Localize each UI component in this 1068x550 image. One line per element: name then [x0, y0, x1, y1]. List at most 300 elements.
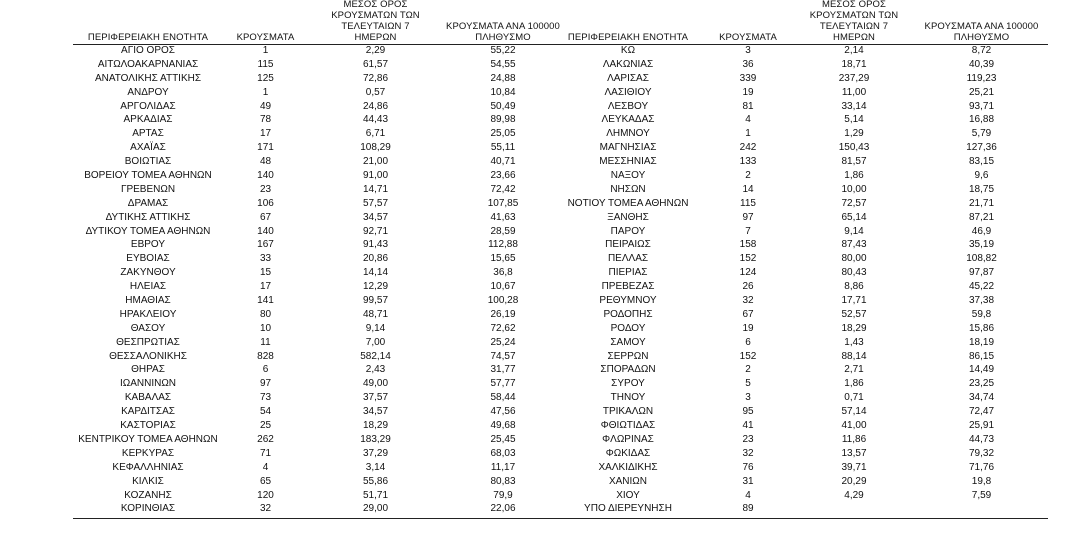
avg7-cell: 9,14: [844, 225, 864, 237]
avg7-cell: 13,57: [841, 447, 867, 459]
per100k-cell: 55,22: [490, 45, 516, 56]
cases-cell: 828: [257, 350, 274, 362]
region-cell: ΑΡΚΑΔΙΑΣ: [123, 114, 173, 126]
region-cell: ΜΑΓΝΗΣΙΑΣ: [599, 142, 657, 154]
table-row: [73, 363, 563, 377]
cases-cell: 158: [739, 239, 757, 251]
region-cell: ΘΑΣΟΥ: [130, 322, 166, 334]
region-cell: ΘΕΣΠΡΩΤΙΑΣ: [116, 336, 180, 348]
cases-cell: 73: [259, 392, 272, 404]
table-row: [553, 44, 1048, 58]
avg7-cell: 1,29: [844, 128, 864, 140]
cases-cell: 140: [257, 225, 274, 237]
region-cell: ΔΡΑΜΑΣ: [127, 197, 169, 209]
avg7-cell: 5,14: [844, 114, 864, 126]
cases-cell: 48: [259, 156, 272, 168]
region-cell: ΛΑΚΩΝΙΑΣ: [602, 58, 654, 70]
per100k-cell: 10,84: [490, 86, 516, 98]
per100k-cell: 15,86: [968, 322, 995, 334]
avg7-cell: 91,43: [362, 239, 389, 251]
cases-cell: 171: [257, 142, 274, 154]
table-row: [553, 308, 1048, 322]
cases-cell: 25: [259, 420, 272, 432]
cases-cell: 23: [259, 183, 272, 195]
per100k-cell: 54,55: [490, 58, 516, 70]
region-cell: ΚΕΡΚΥΡΑΣ: [121, 447, 175, 459]
header-region: ΠΕΡΙΦΕΡΕΙΑΚΗ ΕΝΟΤΗΤΑ: [87, 32, 209, 43]
table-row: [553, 405, 1048, 419]
per100k-cell: 58,44: [490, 392, 516, 404]
per100k-cell: [919, 502, 1044, 516]
cases-cell: 262: [257, 433, 274, 445]
table-row: [73, 183, 563, 197]
table-row: [553, 377, 1048, 391]
table-row: [73, 377, 563, 391]
region-cell: ΚΕΝΤΡΙΚΟΥ ΤΟΜΕΑ ΑΘΗΝΩΝ: [78, 433, 218, 445]
per100k-cell: 37,38: [968, 295, 995, 307]
cases-cell: 10: [259, 322, 272, 334]
avg7-cell: [798, 502, 910, 516]
per100k-cell: 9,6: [974, 170, 989, 182]
avg7-cell: 1,86: [844, 170, 864, 182]
table-row: [553, 294, 1048, 308]
avg7-cell: 14,71: [362, 183, 389, 195]
table-row: [73, 475, 563, 489]
avg7-cell: 14,14: [362, 267, 389, 279]
region-cell: ΣΥΡΟΥ: [611, 378, 645, 390]
table-row: [553, 155, 1048, 169]
per100k-cell: 47,56: [490, 406, 516, 418]
table-row: [73, 72, 563, 86]
region-cell: ΓΡΕΒΕΝΩΝ: [120, 183, 176, 195]
per100k-cell: 16,88: [968, 114, 995, 126]
per100k-cell: 8,72: [971, 45, 992, 56]
table-row: [553, 225, 1048, 239]
table-row: [553, 461, 1048, 475]
avg7-cell: 150,43: [838, 142, 870, 154]
region-cell: ΠΡΕΒΕΖΑΣ: [601, 281, 655, 293]
region-cell: ΒΟΡΕΙΟΥ ΤΟΜΕΑ ΑΘΗΝΩΝ: [84, 170, 212, 182]
per100k-cell: 7,59: [971, 489, 992, 501]
table-row: [73, 461, 563, 475]
region-cell: ΔΥΤΙΚΟΥ ΤΟΜΕΑ ΑΘΗΝΩΝ: [85, 225, 211, 237]
per100k-cell: 72,42: [490, 183, 516, 195]
region-cell: ΚΑΒΑΛΑΣ: [124, 392, 172, 404]
table-row: [73, 100, 563, 114]
table-row: [553, 447, 1048, 461]
region-cell: ΡΟΔΟΥ: [610, 322, 646, 334]
per100k-cell: 79,32: [968, 447, 995, 459]
per100k-cell: 55,11: [490, 142, 516, 154]
table-row: [73, 155, 563, 169]
avg7-cell: 2,43: [365, 364, 386, 376]
per100k-cell: 87,21: [968, 211, 995, 223]
region-cell: ΠΑΡΟΥ: [610, 225, 646, 237]
table-row: [73, 433, 563, 447]
per100k-cell: 68,03: [490, 447, 516, 459]
region-cell: ΧΑΝΙΩΝ: [608, 475, 648, 487]
per100k-cell: 46,9: [971, 225, 992, 237]
per100k-cell: 86,15: [968, 350, 995, 362]
region-cell: ΗΡΑΚΛΕΙΟΥ: [119, 308, 177, 320]
cases-cell: 4: [745, 489, 751, 501]
region-cell: ΑΓΙΟ ΟΡΟΣ: [121, 45, 175, 56]
region-cell: ΛΕΥΚΑΔΑΣ: [601, 114, 655, 126]
cases-cell: 115: [740, 197, 756, 209]
avg7-cell: 18,29: [841, 322, 867, 334]
table-row: [553, 280, 1048, 294]
per100k-cell: 22,06: [490, 503, 516, 515]
table-row: [73, 322, 563, 336]
per100k-cell: 19,8: [971, 475, 992, 487]
region-cell: ΡΟΔΟΠΗΣ: [603, 308, 653, 320]
header-cases: ΚΡΟΥΣΜΑΤΑ: [719, 32, 777, 43]
per100k-cell: 40,71: [490, 156, 516, 168]
region-cell: ΗΜΑΘΙΑΣ: [125, 295, 171, 307]
region-cell: ΠΙΕΡΙΑΣ: [608, 267, 648, 279]
region-cell: ΑΝΔΡΟΥ: [127, 86, 169, 98]
per100k-cell: 14,49: [968, 364, 995, 376]
cases-cell: 41: [742, 420, 754, 432]
table-row: [73, 141, 563, 155]
region-cell: ΚΙΛΚΙΣ: [132, 475, 164, 487]
per100k-cell: 112,88: [488, 239, 518, 251]
region-cell: ΑΧΑΪΑΣ: [130, 142, 166, 154]
region-cell: ΜΕΣΣΗΝΙΑΣ: [599, 156, 657, 168]
avg7-cell: 92,71: [362, 225, 389, 237]
avg7-cell: 81,57: [841, 156, 867, 168]
region-cell: ΣΕΡΡΩΝ: [607, 350, 649, 362]
region-cell: ΦΩΚΙΔΑΣ: [605, 447, 651, 459]
table-row: [73, 266, 563, 280]
per100k-cell: 21,71: [968, 197, 995, 209]
cases-cell: 11: [260, 336, 271, 348]
avg7-cell: 1,43: [844, 336, 864, 348]
region-cell: ΔΥΤΙΚΗΣ ΑΤΤΙΚΗΣ: [105, 211, 191, 223]
per100k-cell: 25,45: [490, 433, 516, 445]
region-cell: ΚΟΖΑΝΗΣ: [124, 489, 172, 501]
table-row: [553, 113, 1048, 127]
cases-cell: 5: [745, 378, 751, 390]
avg7-cell: 20,86: [362, 253, 389, 265]
header-avg7: ΜΕΣΟΣ ΟΡΟΣ ΚΡΟΥΣΜΑΤΩΝ ΤΩΝ ΤΕΛΕΥΤΑΙΩΝ 7 ΗΜΕΡΩΝ: [809, 0, 899, 43]
table-row: [553, 475, 1048, 489]
region-cell: ΚΑΡΔΙΤΣΑΣ: [121, 406, 175, 418]
per100k-cell: 35,19: [968, 239, 995, 251]
per100k-cell: 10,67: [490, 281, 516, 293]
region-cell: ΙΩΑΝΝΙΝΩΝ: [119, 378, 177, 390]
table-row: [553, 169, 1048, 183]
cases-cell: 95: [742, 406, 754, 418]
region-cell: ΑΙΤΩΛΟΑΚΑΡΝΑΝΙΑΣ: [97, 58, 199, 70]
region-cell: ΒΟΙΩΤΙΑΣ: [124, 156, 172, 168]
region-cell: ΤΡΙΚΑΛΩΝ: [602, 406, 654, 418]
cases-cell: 3: [745, 45, 751, 56]
region-cell: ΗΛΕΙΑΣ: [129, 281, 167, 293]
avg7-cell: 18,71: [841, 58, 867, 70]
cases-cell: 4: [745, 114, 751, 126]
region-cell: ΞΑΝΘΗΣ: [607, 211, 649, 223]
region-cell: ΕΒΡΟΥ: [130, 239, 166, 251]
cases-cell: 32: [742, 447, 754, 459]
region-cell: ΝΗΣΩΝ: [610, 183, 646, 195]
table-row: [553, 86, 1048, 100]
cases-cell: 141: [257, 295, 274, 307]
cases-cell: 36: [742, 58, 754, 70]
avg7-cell: 3,14: [365, 461, 386, 473]
cases-cell: 49: [259, 100, 272, 112]
table-row: [553, 419, 1048, 433]
per100k-cell: 44,73: [968, 433, 995, 445]
avg7-cell: 0,57: [365, 86, 386, 98]
avg7-cell: 11,00: [841, 86, 867, 98]
cases-cell: 33: [259, 253, 272, 265]
region-cell: ΑΡΓΟΛΙΔΑΣ: [120, 100, 176, 112]
avg7-cell: 2,71: [844, 364, 864, 376]
region-cell: ΤΗΝΟΥ: [610, 392, 646, 404]
header-cases: ΚΡΟΥΣΜΑΤΑ: [236, 32, 295, 43]
table-row: [73, 238, 563, 252]
header-per100k: ΚΡΟΥΣΜΑΤΑ ΑΝΑ 100000 ΠΛΗΘΥΣΜΟ: [924, 21, 1039, 43]
avg7-cell: 72,86: [362, 72, 389, 84]
cases-cell: 14: [742, 183, 754, 195]
avg7-cell: 65,14: [841, 211, 867, 223]
table-row: [553, 489, 1048, 503]
table-row: [553, 58, 1048, 72]
avg7-cell: 7,00: [365, 336, 386, 348]
cases-cell: 97: [259, 378, 272, 390]
avg7-cell: 55,86: [362, 475, 389, 487]
cases-cell: 152: [739, 350, 757, 362]
table-row: [553, 336, 1048, 350]
avg7-cell: 33,14: [841, 100, 867, 112]
cases-cell: 15: [259, 267, 272, 279]
avg7-cell: 6,71: [365, 128, 386, 140]
avg7-cell: 72,57: [841, 197, 867, 209]
avg7-cell: 9,14: [365, 322, 386, 334]
table-row: [73, 113, 563, 127]
avg7-cell: 48,71: [362, 308, 389, 320]
cases-cell: 6: [262, 364, 269, 376]
table-row: [553, 100, 1048, 114]
per100k-cell: 31,77: [490, 364, 516, 376]
avg7-cell: 52,57: [841, 308, 867, 320]
table-body: [73, 44, 563, 516]
avg7-cell: 10,00: [841, 183, 867, 195]
region-cell: ΛΑΡΙΣΑΣ: [607, 72, 649, 84]
per100k-cell: 74,57: [490, 350, 516, 362]
table-row: [73, 44, 563, 58]
avg7-cell: 57,57: [362, 197, 389, 209]
cases-cell: 54: [259, 406, 272, 418]
avg7-cell: 39,71: [841, 461, 867, 473]
per100k-cell: 127,36: [966, 142, 997, 154]
cases-cell: 2: [745, 364, 751, 376]
per100k-cell: 89,98: [490, 114, 516, 126]
region-cell: ΠΕΛΛΑΣ: [607, 253, 649, 265]
per100k-cell: 34,74: [968, 392, 995, 404]
region-cell: ΘΗΡΑΣ: [131, 364, 165, 376]
region-cell: ΛΕΣΒΟΥ: [607, 100, 649, 112]
cases-cell: 115: [257, 58, 274, 70]
per100k-cell: 23,66: [490, 170, 516, 182]
table-row: [553, 127, 1048, 141]
cases-cell: 81: [742, 100, 754, 112]
avg7-cell: 41,00: [841, 420, 867, 432]
table-row: [553, 238, 1048, 252]
per100k-cell: 25,21: [968, 86, 995, 98]
avg7-cell: 80,43: [841, 267, 867, 279]
per100k-cell: 72,47: [968, 406, 995, 418]
per100k-cell: 108,82: [966, 253, 997, 265]
avg7-cell: 18,29: [362, 420, 389, 432]
avg7-cell: 2,14: [844, 45, 864, 56]
cases-cell: 26: [742, 281, 754, 293]
table-row: [73, 391, 563, 405]
avg7-cell: 8,86: [844, 281, 864, 293]
avg7-cell: 20,29: [841, 475, 867, 487]
cases-cell: 167: [257, 239, 274, 251]
per100k-cell: 18,19: [968, 336, 995, 348]
per100k-cell: 5,79: [971, 128, 992, 140]
cases-cell: 133: [739, 156, 757, 168]
cases-cell: 1: [745, 128, 751, 140]
avg7-cell: 237,29: [838, 72, 870, 84]
cases-cell: 89: [742, 503, 754, 515]
cases-cell: 7: [745, 225, 751, 237]
cases-cell: 140: [257, 170, 274, 182]
per100k-cell: 80,83: [490, 475, 516, 487]
per100k-cell: 25,24: [490, 336, 516, 348]
per100k-cell: 23,25: [968, 378, 995, 390]
region-cell: ΑΝΑΤΟΛΙΚΗΣ ΑΤΤΙΚΗΣ: [94, 72, 202, 84]
cases-cell: 23: [742, 433, 754, 445]
avg7-cell: 99,57: [362, 295, 389, 307]
region-cell: ΥΠΟ ΔΙΕΡΕΥΝΗΣΗ: [584, 503, 672, 515]
table-row: [553, 211, 1048, 225]
table-row: [73, 336, 563, 350]
table-row: [73, 225, 563, 239]
table-row: [73, 127, 563, 141]
avg7-cell: 37,29: [362, 447, 389, 459]
avg7-cell: 12,29: [362, 281, 389, 293]
region-cell: ΛΑΣΙΘΙΟΥ: [604, 86, 652, 98]
cases-cell: 106: [257, 197, 274, 209]
region-cell: ΦΛΩΡΙΝΑΣ: [602, 433, 654, 445]
cases-cell: 1: [262, 45, 269, 56]
table-row: [73, 169, 563, 183]
region-cell: ΑΡΤΑΣ: [132, 128, 164, 140]
table-body: [553, 44, 1048, 516]
region-cell: ΣΠΟΡΑΔΩΝ: [600, 364, 656, 376]
region-cell: ΛΗΜΝΟΥ: [606, 128, 650, 140]
per100k-cell: 24,88: [490, 72, 516, 84]
table-row: [73, 419, 563, 433]
per100k-cell: 50,49: [490, 100, 516, 112]
table-row: [553, 197, 1048, 211]
cases-cell: 124: [739, 267, 757, 279]
cases-cell: 32: [742, 295, 754, 307]
per100k-cell: 72,62: [490, 322, 516, 334]
cases-cell: 31: [742, 475, 754, 487]
per100k-cell: 97,87: [968, 267, 995, 279]
cases-cell: 339: [739, 72, 757, 84]
table-row: [553, 350, 1048, 364]
table-row: [553, 391, 1048, 405]
region-cell: ΡΕΘΥΜΝΟΥ: [599, 295, 657, 307]
per100k-cell: 71,76: [968, 461, 995, 473]
table-header: [553, 0, 1048, 45]
region-cell: ΠΕΙΡΑΙΩΣ: [605, 239, 651, 251]
per100k-cell: 93,71: [968, 100, 995, 112]
avg7-cell: 57,14: [841, 406, 867, 418]
avg7-cell: 87,43: [841, 239, 867, 251]
region-cell: ΝΑΞΟΥ: [610, 170, 646, 182]
avg7-cell: 183,29: [360, 433, 391, 445]
avg7-cell: 44,43: [362, 114, 389, 126]
table-row: [553, 363, 1048, 377]
table-row: [73, 211, 563, 225]
avg7-cell: 11,86: [841, 433, 867, 445]
cases-cell: 242: [739, 142, 757, 154]
avg7-cell: 582,14: [360, 350, 391, 362]
bottom-divider: [73, 518, 1048, 519]
per100k-cell: 59,8: [971, 308, 992, 320]
avg7-cell: 2,29: [365, 45, 386, 56]
table-row: [73, 447, 563, 461]
cases-cell: 76: [742, 461, 754, 473]
region-cell: ΚΩ: [620, 45, 636, 56]
per100k-cell: 25,05: [490, 128, 516, 140]
table-row: [73, 86, 563, 100]
per100k-cell: 57,77: [490, 378, 516, 390]
cases-cell: 67: [259, 211, 272, 223]
per100k-cell: 107,85: [487, 197, 519, 209]
region-cell: ΖΑΚΥΝΘΟΥ: [120, 267, 176, 279]
avg7-cell: 29,00: [362, 503, 389, 515]
per100k-cell: 45,22: [968, 281, 995, 293]
avg7-cell: 61,57: [362, 58, 389, 70]
cases-cell: 4: [262, 461, 269, 473]
per100k-cell: 36,8: [493, 267, 513, 279]
avg7-cell: 24,86: [362, 100, 389, 112]
table-row: [553, 322, 1048, 336]
cases-cell: 80: [259, 308, 272, 320]
avg7-cell: 51,71: [362, 489, 389, 501]
header-per100k: ΚΡΟΥΣΜΑΤΑ ΑΝΑ 100000 ΠΛΗΘΥΣΜΟ: [446, 21, 560, 43]
table-row: [553, 141, 1048, 155]
table-row: [73, 405, 563, 419]
avg7-cell: 80,00: [841, 253, 867, 265]
table-row: [553, 266, 1048, 280]
cases-cell: 19: [742, 86, 754, 98]
table-row: [553, 502, 1048, 516]
avg7-cell: 4,29: [844, 489, 864, 501]
avg7-cell: 49,00: [362, 378, 389, 390]
table-row: [73, 252, 563, 266]
per100k-cell: 119,23: [966, 72, 997, 84]
avg7-cell: 108,29: [360, 142, 391, 154]
table-row: [73, 308, 563, 322]
region-cell: ΘΕΣΣΑΛΟΝΙΚΗΣ: [109, 350, 187, 362]
cases-cell: 97: [742, 211, 754, 223]
header-avg7: ΜΕΣΟΣ ΟΡΟΣ ΚΡΟΥΣΜΑΤΩΝ ΤΩΝ ΤΕΛΕΥΤΑΙΩΝ 7 ΗΜΕΡΩΝ: [331, 0, 420, 43]
avg7-cell: 1,86: [844, 378, 864, 390]
avg7-cell: 91,00: [362, 170, 389, 182]
cases-cell: 71: [259, 447, 272, 459]
region-cell: ΧΙΟΥ: [616, 489, 640, 501]
per100k-cell: 41,63: [490, 211, 516, 223]
